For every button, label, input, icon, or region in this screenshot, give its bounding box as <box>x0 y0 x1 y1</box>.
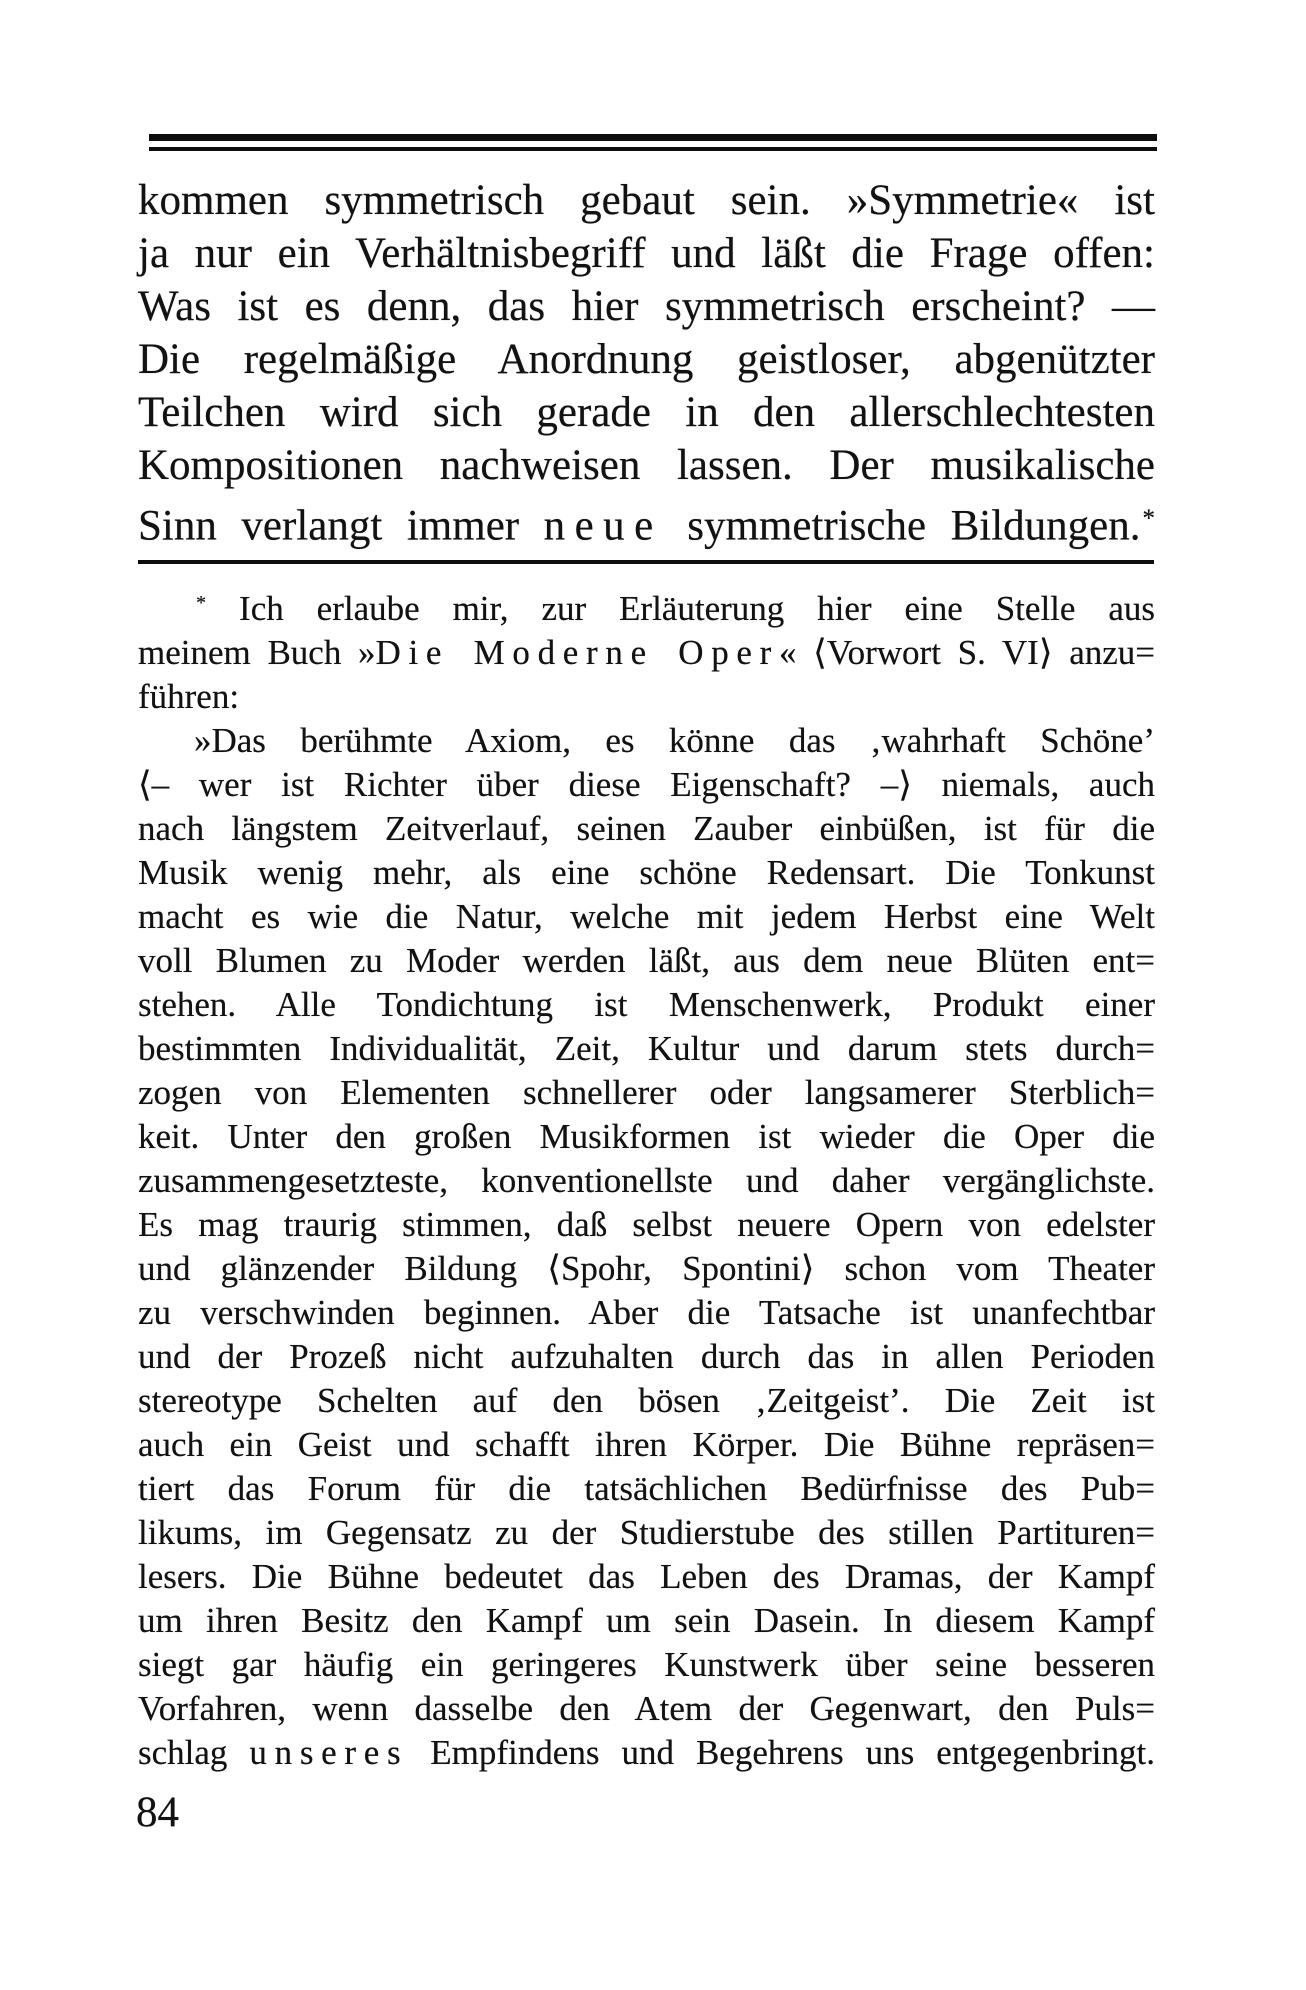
footnote-line: Es mag traurig stimmen, daß selbst neuere Opern von edelster <box>138 1205 1155 1245</box>
footnote-block <box>138 581 1155 1775</box>
footnote-separator-rule <box>138 560 1154 564</box>
main-text-block <box>138 174 1155 553</box>
main-text-line: Was ist es denn, das hier symmetrisch erscheint? — <box>138 283 1155 330</box>
footnote-line: zogen von Elementen schnellerer oder langsamerer Sterblich= <box>138 1073 1155 1113</box>
main-text-line: Teilchen wird sich gerade in den allerschlechtesten <box>138 389 1155 436</box>
footnote-line: nach längstem Zeitverlauf, seinen Zauber einbüßen, ist für die <box>138 809 1155 849</box>
footnote-line: stehen. Alle Tondichtung ist Menschenwerk, Produkt einer <box>138 985 1155 1025</box>
top-double-rule <box>149 134 1157 151</box>
footnote-line: bestimmten Individualität, Zeit, Kultur und darum stets durch= <box>138 1029 1155 1069</box>
footnote-line: und der Prozeß nicht aufzuhalten durch das in allen Perioden <box>138 1337 1155 1377</box>
footnote-mark-icon: * <box>196 592 207 614</box>
footnote-line: stereotype Schelten auf den bösen ‚Zeitgeist’. Die Zeit ist <box>138 1381 1155 1421</box>
footnote-line: tiert das Forum für die tatsächlichen Bedürfnisse des Pub= <box>138 1469 1155 1509</box>
footnote-line: auch ein Geist und schafft ihren Körper. Die Bühne repräsen= <box>138 1425 1155 1465</box>
footnote-mark-icon: * <box>1142 505 1155 532</box>
footnote-line: likums, im Gegensatz zu der Studierstube des stillen Partituren= <box>138 1513 1155 1553</box>
footnote-line: macht es wie die Natur, welche mit jedem Herbst eine Welt <box>138 897 1155 937</box>
page-number: 84 <box>136 1789 179 1836</box>
footnote-line: um ihren Besitz den Kampf um sein Dasein. In diesem Kampf <box>138 1601 1155 1641</box>
main-text-line: kommen symmetrisch gebaut sein. »Symmetrie« ist <box>138 177 1155 224</box>
main-text-line: ja nur ein Verhältnisbegriff und läßt die Frage offen: <box>138 230 1155 277</box>
footnote-line: ⟨– wer ist Richter über diese Eigenschaft? –⟩ niemals, auch <box>138 765 1155 805</box>
footnote-line: zusammengesetzteste, konventionellste und daher vergänglichste. <box>138 1161 1155 1201</box>
footnote-line: meinem Buch »Die Moderne Oper« ⟨Vorwort S. VI⟩ anzu= <box>138 633 1155 673</box>
footnote-line: führen: <box>138 677 240 717</box>
footnote-line: zu verschwinden beginnen. Aber die Tatsache ist unanfechtbar <box>138 1293 1155 1333</box>
footnote-line: keit. Unter den großen Musikformen ist wieder die Oper die <box>138 1117 1155 1157</box>
footnote-line: siegt gar häufig ein geringeres Kunstwerk über seine besseren <box>138 1645 1155 1685</box>
footnote-line: Vorfahren, wenn dasselbe den Atem der Gegenwart, den Puls= <box>138 1689 1155 1729</box>
footnote-line: schlag unseres Empfindens und Begehrens uns entgegenbringt. <box>138 1733 1155 1773</box>
footnote-line: Musik wenig mehr, als eine schöne Redensart. Die Tonkunst <box>138 853 1155 893</box>
main-text-line: Kompositionen nachweisen lassen. Der musikalische <box>138 442 1155 489</box>
footnote-line: »Das berühmte Axiom, es könne das ‚wahrhaft Schöne’ <box>194 721 1155 761</box>
main-text-line: Die regelmäßige Anordnung geistloser, abgenützter <box>138 336 1155 383</box>
footnote-line: * Ich erlaube mir, zur Erläuterung hier eine Stelle aus <box>196 589 1155 629</box>
main-text-line: Sinn verlangt immer neue symmetrische Bildungen.* <box>138 502 1155 550</box>
footnote-line: voll Blumen zu Moder werden läßt, aus dem neue Blüten ent= <box>138 941 1155 981</box>
footnote-line: und glänzender Bildung ⟨Spohr, Spontini⟩ schon vom Theater <box>138 1249 1155 1289</box>
footnote-line: lesers. Die Bühne bedeutet das Leben des Dramas, der Kampf <box>138 1557 1155 1597</box>
